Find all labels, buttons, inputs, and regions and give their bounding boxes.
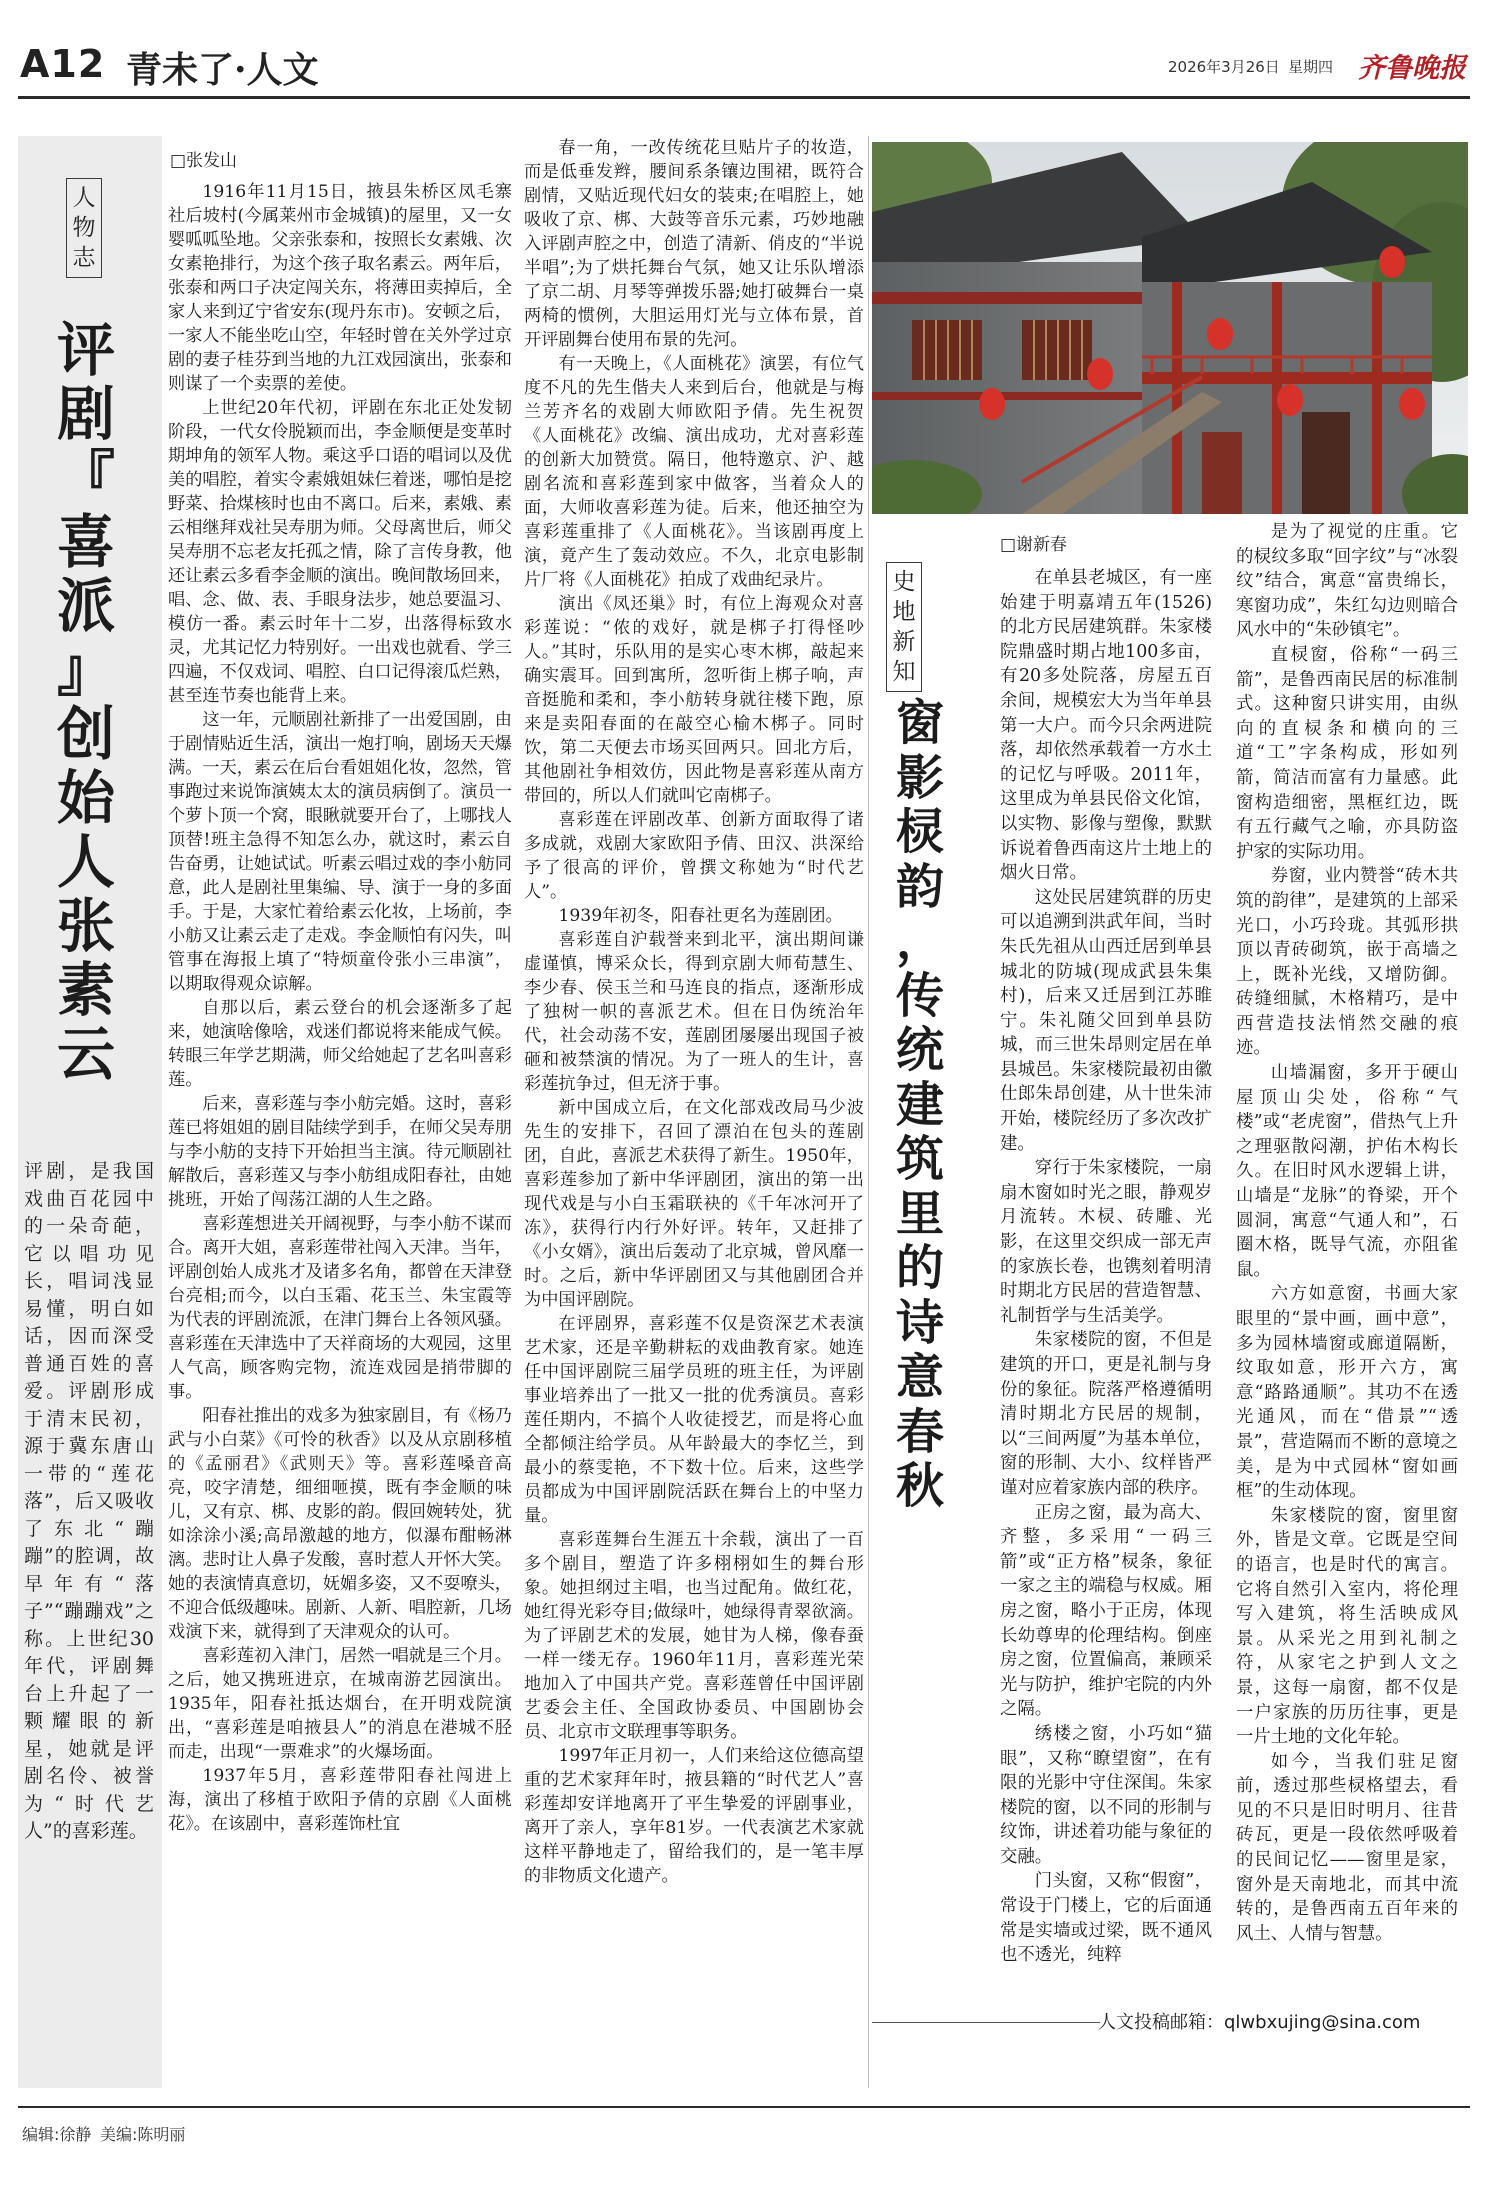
title-char: 』 <box>56 636 115 704</box>
paragraph: 朱家楼院的窗，窗里窗外，皆是文章。它既是空间的语言，也是时代的寓言。它将自然引入室内，将伦理写入建筑，将生活映成风景。从采光之用到礼制之符，从家宅之护到人文之景，这每一扇窗，都不仅是一户家族的历历往事，更是一片土地的文化年轮。 <box>1236 1505 1458 1748</box>
title-char: 统 <box>895 1022 944 1078</box>
editor-credit: 编辑:徐静 <box>22 2125 92 2144</box>
article2-column-1 <box>1000 566 1212 1968</box>
paragraph: 券窗，业内赞誉“砖木共筑的韵律”，是建筑的上部采光口，小巧玲珑。其弧形拱顶以青砖砌筑，嵌于高墙之上，既补光线，又增防御。砖缝细腻，木格精巧，是中西营造技法悄然交融的痕迹。 <box>1236 866 1458 1059</box>
paragraph: 直棂窗，俗称“一码三箭”，是鲁西南民居的标准制式。这种窗只讲实用，由纵向的直棂条和横向的三道“工”字条构成，形如列箭，简洁而富有力量感。此窗构造细密，黑框红边，既有五行藏气之喻，亦具防盗护家的实际功用。 <box>1236 644 1458 862</box>
paragraph: 在评剧界，喜彩莲不仅是资深艺术表演艺术家，还是辛勤耕耘的戏曲教育家。她连任中国评剧院三届学员班的班主任，为评剧事业培养出了一批又一批的优秀演员。喜彩莲任期内，不搞个人收徒授艺，而是将心血全都倾注给学员。从年龄最大的李忆兰，到最小的蔡雯艳，不下数十位。后来，这些学员都成为中国评剧院活跃在舞台上的中坚力量。 <box>524 1314 864 1526</box>
paragraph: 有一天晚上，《人面桃花》演罢，有位气度不凡的先生偕夫人来到后台，他就是与梅兰芳齐名的戏剧大师欧阳予倩。先生祝贺《人面桃花》改编、演出成功，尤对喜彩莲的创新大加赞赏。隔日，他特邀京、沪、越剧名流和喜彩莲到家中做客，当着众人的面，大师收喜彩莲为徒。后来，他还抽空为喜彩莲重排了《人面桃花》。当该剧再度上演，竟产生了轰动效应。不久，北京电影制片厂将《人面桃花》拍成了戏曲纪录片。 <box>524 354 864 590</box>
paragraph: 喜彩莲在评剧改革、创新方面取得了诸多成就，戏剧大家欧阳予倩、田汉、洪深给予了很高的评价，曾撰文称她为“时代艺人”。 <box>524 810 864 902</box>
tag-char: 志 <box>72 245 96 271</box>
paragraph: 1937年5月，喜彩莲带阳春社闯进上海，演出了移植于欧阳予倩的京剧《人面桃花》。在该剧中，喜彩莲饰杜宜 <box>168 1766 512 1834</box>
issue-date: 2026年3月26日 <box>1168 58 1280 76</box>
paragraph: 门头窗，又称“假窗”，常设于门楼上，它的后面通常是实墙或过梁，既不通风也不透光，纯粹 <box>1000 1871 1212 1966</box>
title-char: 喜 <box>56 508 115 576</box>
paragraph: 山墙漏窗，多开于硬山屋顶山尖处，俗称“气楼”或“老虎窗”，借热气上升之理驱散闷潮，护佑木构长久。在旧时风水逻辑上讲，山墙是“龙脉”的脊梁，开个圆洞，寓意“气通人和”，石圈木格，既导气流，亦阻雀鼠。 <box>1236 1063 1458 1280</box>
title-char: 云 <box>56 1020 115 1088</box>
title-char: 张 <box>56 892 115 960</box>
paragraph: 喜彩莲自沪载誉来到北平，演出期间谦虚谨慎，博采众长，得到京剧大师荀慧生、李少春、侯玉兰和马连良的指点，逐渐形成了独树一帜的喜派艺术。但在日伪统治年代，社会动荡不安，莲剧团屡屡出现国子被砸和被禁演的情况。为了一班人的生计，喜彩莲抗争过，但无济于事。 <box>524 930 864 1094</box>
article1-column-tag <box>66 178 102 278</box>
paragraph: 1916年11月15日，掖县朱桥区凤毛寨社后坡村(今属莱州市金城镇)的屋里，又一女婴呱呱坠地。父亲张泰和，按照长女素娥、次女素艳排行，为这个孩子取名素云。两年后，张泰和两口子决定闯关东，将薄田卖掉后，全家人来到辽宁省安东(现丹东市)。安顿之后，一家人不能坐吃山空，年轻时曾在关外学过京剧的妻子桂芬到当地的九江戏园演出，张泰和则谋了一个卖票的差使。 <box>168 182 512 394</box>
paragraph: 1939年初冬，阳春社更名为莲剧团。 <box>558 906 843 926</box>
email-rule <box>872 2022 1100 2023</box>
title-char: 剧 <box>56 380 115 448</box>
article1-title-line2 <box>50 446 122 1086</box>
header-rule <box>18 96 1470 99</box>
section-title: 青未了·人文 <box>126 49 319 91</box>
title-char: 评 <box>56 316 115 384</box>
article2-column-tag <box>886 562 922 692</box>
title-char: 建 <box>895 1076 944 1133</box>
article2-column-2 <box>1236 520 1458 1946</box>
paragraph: 六方如意窗，书画大家眼里的“景中画，画中意”，多为园林墙窗或廊道隔断，纹取如意，形开六方，寓意“路路通顺”。其功不在透光通风，而在“借景”“透景”，营造隔而不断的意境之美，是为中式园林“窗如画框”的生动体现。 <box>1236 1284 1458 1502</box>
paragraph: 喜彩莲想进关开阔视野，与李小舫不谋而合。离开大姐，喜彩莲带社闯入天津。当年，评剧创始人成兆才及诸多名角，都曾在天津登台亮相;而今，以白玉霜、花玉兰、朱宝霞等为代表的评剧流派，在津门舞台上各领风骚。喜彩莲在天津选中了天祥商场的大观园，这里人气高，顾客购完物，流连戏园是捎带脚的事。 <box>168 1214 512 1402</box>
article2-byline: □谢新春 <box>1000 535 1068 555</box>
tag-char: 史 <box>892 569 916 595</box>
title-char: 里 <box>895 1185 944 1242</box>
title-char: 筑 <box>895 1131 944 1187</box>
paragraph: 这处民居建筑群的历史可以追溯到洪武年间，当时朱氏先祖从山西迁居到单县城北的防城(现成武县朱集村)，后来又迁居到江苏睢宁。朱礼随父回到单县防城，而三世朱昂则定居在单县城邑。朱家楼院最初由徽仕郎朱昂创建，从十世朱沛开始，楼院经历了多次改扩建。 <box>1000 887 1212 1154</box>
title-char: 传 <box>895 967 944 1024</box>
title-char: 窗 <box>895 695 944 751</box>
paragraph: 新中国成立后，在文化部戏改局马少波先生的安排下，召回了漂泊在包头的莲剧团，自此，喜派艺术获得了新生。1950年，喜彩莲参加了新中华评剧团，演出的第一出现代戏是与小白玉霜联袂的《千年冰河开了冻》，获得行内行外好评。转年，又赶排了《小女婿》，演出后轰动了北京城，曾风靡一时。之后，新中华评剧团又与其他剧团合并为中国评剧院。 <box>524 1098 864 1310</box>
column-divider <box>868 136 869 2088</box>
title-char: 素 <box>56 956 115 1024</box>
paragraph: 在单县老城区，有一座始建于明嘉靖五年(1526)的北方民居建筑群。朱家楼院鼎盛时期占地100多亩，有20多处院落，房屋五百余间，规模宏大为当年单县第一大户。而今只余两进院落，却依然承载着一方水土的记忆与呼吸。2011年，这里成为单县民俗文化馆，以实物、影像与塑像，默默诉说着鲁西南这片土地上的烟火日常。 <box>1000 568 1212 884</box>
title-char: 诗 <box>895 1294 944 1351</box>
page-header <box>18 40 1470 96</box>
paragraph: 阳春社推出的戏多为独家剧目，有《杨乃武与小白菜》《可怜的秋香》以及从京剧移植的《孟丽君》《武则天》等。喜彩莲嗓音高亮，咬字清楚，细细咂摸，既有李金顺的味儿，又有京、梆、皮影的韵。假回婉转处，犹如涂涂小溪;高昂激越的地方，似瀑布酣畅淋漓。悲时让人鼻子发酸，喜时惹人开怀大笑。她的表演情真意切，妩媚多姿，又不耍嘹头，不迎合低级趣味。剧新、人新、唱腔新，几场戏演下来，就得到了天津观众的认可。 <box>168 1406 512 1642</box>
paragraph: 喜彩莲初入津门，居然一唱就是三个月。之后，她又携班进京，在城南游艺园演出。1935年，阳春社抵达烟台，在开明戏院演出，“喜彩莲是咱掖县人”的消息在港城不胫而走，出现“一票难求”的火爆场面。 <box>168 1646 512 1762</box>
title-char: 意 <box>895 1349 944 1405</box>
title-char: 人 <box>56 828 115 896</box>
paragraph: 是为了视觉的庄重。它的棂纹多取“回字纹”与“冰裂纹”结合，寓意“富贵绵长，寒窗功成”，朱红勾边则暗合风水中的“朱砂镇宅”。 <box>1236 522 1458 641</box>
title-char: 春 <box>895 1403 944 1460</box>
article2-photo <box>872 142 1468 514</box>
page-number: A12 <box>20 42 106 86</box>
title-char: 秋 <box>895 1458 944 1514</box>
article1-lead: 评剧，是我国戏曲百花园中的一朵奇葩，它以唱功见长，唱词浅显易懂，明白如话，因而深受普通百姓的喜爱。评剧形成于清末民初，源于冀东唐山一带的“莲花落”，后又吸收了东北“蹦蹦”的腔调，故早年有“落子”“蹦蹦戏”之称。上世纪30年代，评剧舞台上升起了一颗耀眼的新星，她就是评剧名伶、被誉为“时代艺人”的喜彩莲。 <box>24 1160 154 1842</box>
title-char: 韵 <box>895 858 944 915</box>
title-char: 的 <box>895 1240 944 1296</box>
tag-char: 物 <box>72 215 96 241</box>
paragraph: 这一年，元顺剧社新排了一出爱国剧，由于剧情贴近生活，演出一炮打响，剧场天天爆满。一天，素云在后台看姐姐化妆，忽然，管事跑过来说饰演姨太太的演员病倒了。演员一个萝卜顶一个窝，眼瞅就要开台了，上哪找人顶替!班主急得不知怎么办，就这时，素云自告奋勇，让她试试。听素云唱过戏的李小舫同意，此人是剧社里集编、导、演于一身的多面手。于是，大家忙着给素云化妆，上场前，李小舫又让素云走了走戏。李金顺怕有闪失，叫管事在海报上填了“特烦童伶张小三串演”，以期取得观众谅解。 <box>168 710 512 994</box>
paragraph: 穿行于朱家楼院，一扇扇木窗如时光之眼，静观岁月流转。木棂、砖雕、光影，在这里交织成一部无声的家族长卷，也镌刻着明清时期北方民居的营造智慧、礼制哲学与生活美学。 <box>1000 1158 1212 1326</box>
issue-weekday: 星期四 <box>1288 58 1334 76</box>
article1-column-1 <box>168 180 512 1836</box>
building-photo-illustration <box>872 142 1468 514</box>
submission-email: 人文投稿邮箱：qlwbxujing@sina.com <box>1098 2012 1421 2033</box>
tag-char: 人 <box>72 185 96 211</box>
paragraph: 自那以后，素云登台的机会逐渐多了起来，她演啥像啥，戏迷们都说将来能成气候。转眼三年学艺期满，师父给她起了艺名叫喜彩莲。 <box>168 998 512 1090</box>
paragraph: 喜彩莲舞台生涯五十余载，演出了一百多个剧目，塑造了许多栩栩如生的舞台形象。她担纲过主唱，也当过配角。做红花，她红得光彩夺目;做绿叶，她绿得青翠欲滴。为了评剧艺术的发展，她甘为人梯，像春蚕一样一缕无存。1960年11月，喜彩莲光荣地加入了中国共产党。喜彩莲曾任中国评剧艺委会主任、全国政协委员、中国剧协会员、北京市文联理事等职务。 <box>524 1530 864 1742</box>
paragraph: 上世纪20年代初，评剧在东北正处发韧阶段，一代女伶脱颖而出，李金顺便是变革时期坤角的领军人物。乘这乎口语的唱词以及优美的唱腔，着实令素娥姐妹仨着迷，哪怕是挖野菜、拾煤核时也由不离口。后来，素娥、素云相继拜戏社吴寿朋为师。父母离世后，师父吴寿朋不忘老友托孤之情，除了言传身教，他还让素云多看李金顺的演出。晚间散场回来，唱、念、做、表、手眼身法步，她总要温习、模仿一番。素云时年十二岁，出落得标致水灵，尤其记忆力特别好。一出戏也就看、学三四遍，不仅戏词、唱腔、白口记得滚瓜烂熟，甚至连节奏也能背上来。 <box>168 398 512 706</box>
tag-char: 地 <box>892 599 916 625</box>
paragraph: 1997年正月初一，人们来给这位德高望重的艺术家拜年时，掖县籍的“时代艺人”喜彩莲却安详地离开了平生挚爱的评剧事业，离开了亲人，享年81岁。一代表演艺术家就这样平静地走了，留给我们的，是一笔丰厚的非物质文化遗产。 <box>524 1746 864 1886</box>
footer-rule <box>18 2106 1470 2108</box>
article1-title-line1 <box>50 318 122 446</box>
title-char: 影 <box>895 749 944 806</box>
paragraph: 春一角，一改传统花旦贴片子的妆造，而是低垂发辫，腰间系条镶边围裙，既符合剧情，又贴近现代妇女的装束;在唱腔上，她吸收了京、梆、大鼓等音乐元素，巧妙地融入评剧声腔之中，创造了清新、俏皮的“半说半唱”;为了烘托舞台气氛，她又让乐队增添了京二胡、月琴等弹拨乐器;她打破舞台一桌两椅的惯例，大胆运用灯光与立体布景，首开评剧舞台使用布景的先河。 <box>524 138 864 350</box>
paragraph: 正房之窗，最为高大、齐整，多采用“一码三箭”或“正方格”棂条，象征一家之主的端稳与权威。厢房之窗，略小于正房，体现长幼尊卑的伦理结构。倒座房之窗，位置偏高，兼顾采光与防护，维护宅院的内外之隔。 <box>1000 1502 1212 1720</box>
article1-byline: □张发山 <box>170 151 238 171</box>
tag-char: 知 <box>892 659 916 685</box>
article2-title <box>888 696 952 1514</box>
newspaper-logo: 齐鲁晚报 <box>1358 53 1466 84</box>
title-char: 始 <box>56 764 115 832</box>
paragraph: 演出《凤还巢》时，有位上海观众对喜彩莲说：“侬的戏好，就是梆子打得怪吵人。”其时，乐队用的是实心枣木梆，敲起来确实震耳。回到寓所，忽听街上梆子响，声音挺脆和柔和，李小舫转身就往楼下跑，原来是卖阳春面的在敲空心榆木梆子。同时饮，第二天便去市场买回两只。回北方后，其他剧社争相效仿，因此物是喜彩莲从南方带回的，所以人们就叫它南梆子。 <box>524 594 864 806</box>
title-char: 『 <box>56 444 115 512</box>
title-char: 派 <box>56 572 115 640</box>
tag-char: 新 <box>892 629 916 655</box>
title-char: 创 <box>56 700 115 768</box>
paragraph: 绣楼之窗，小巧如“猫眼”，又称“瞭望窗”，在有限的光影中守住深闺。朱家楼院的窗，以不同的形制与纹饰，讲述着功能与象征的交融。 <box>1000 1723 1212 1867</box>
paragraph: 后来，喜彩莲与李小舫完婚。这时，喜彩莲已将姐姐的剧目陆续学到手，在师父吴寿朋与李小舫的支持下开始担当主演。待元顺剧社解散后，喜彩莲又与李小舫组成阳春社，由她挑班，开始了闯荡江湖的人生之路。 <box>168 1094 512 1210</box>
article1-column-2 <box>524 136 864 1888</box>
title-char: ， <box>895 913 944 969</box>
designer-credit: 美编:陈明丽 <box>100 2125 186 2144</box>
paragraph: 朱家楼院的窗，不但是建筑的开口，更是礼制与身份的象征。院落严格遵循明清时期北方民居的规制，以“三间两厦”为基本单位，窗的形制、大小、纹样皆严谨对应着家族内部的秩序。 <box>1000 1330 1212 1498</box>
paragraph: 如今，当我们驻足窗前，透过那些棂格望去，看见的不只是旧时明月、往昔砖瓦，更是一段依然呼吸着的民间记忆——窗里是家，窗外是天南地北，而其中流转的，是鲁西南五百年来的风土、人情与智慧。 <box>1236 1751 1458 1944</box>
title-char: 棂 <box>895 804 944 860</box>
